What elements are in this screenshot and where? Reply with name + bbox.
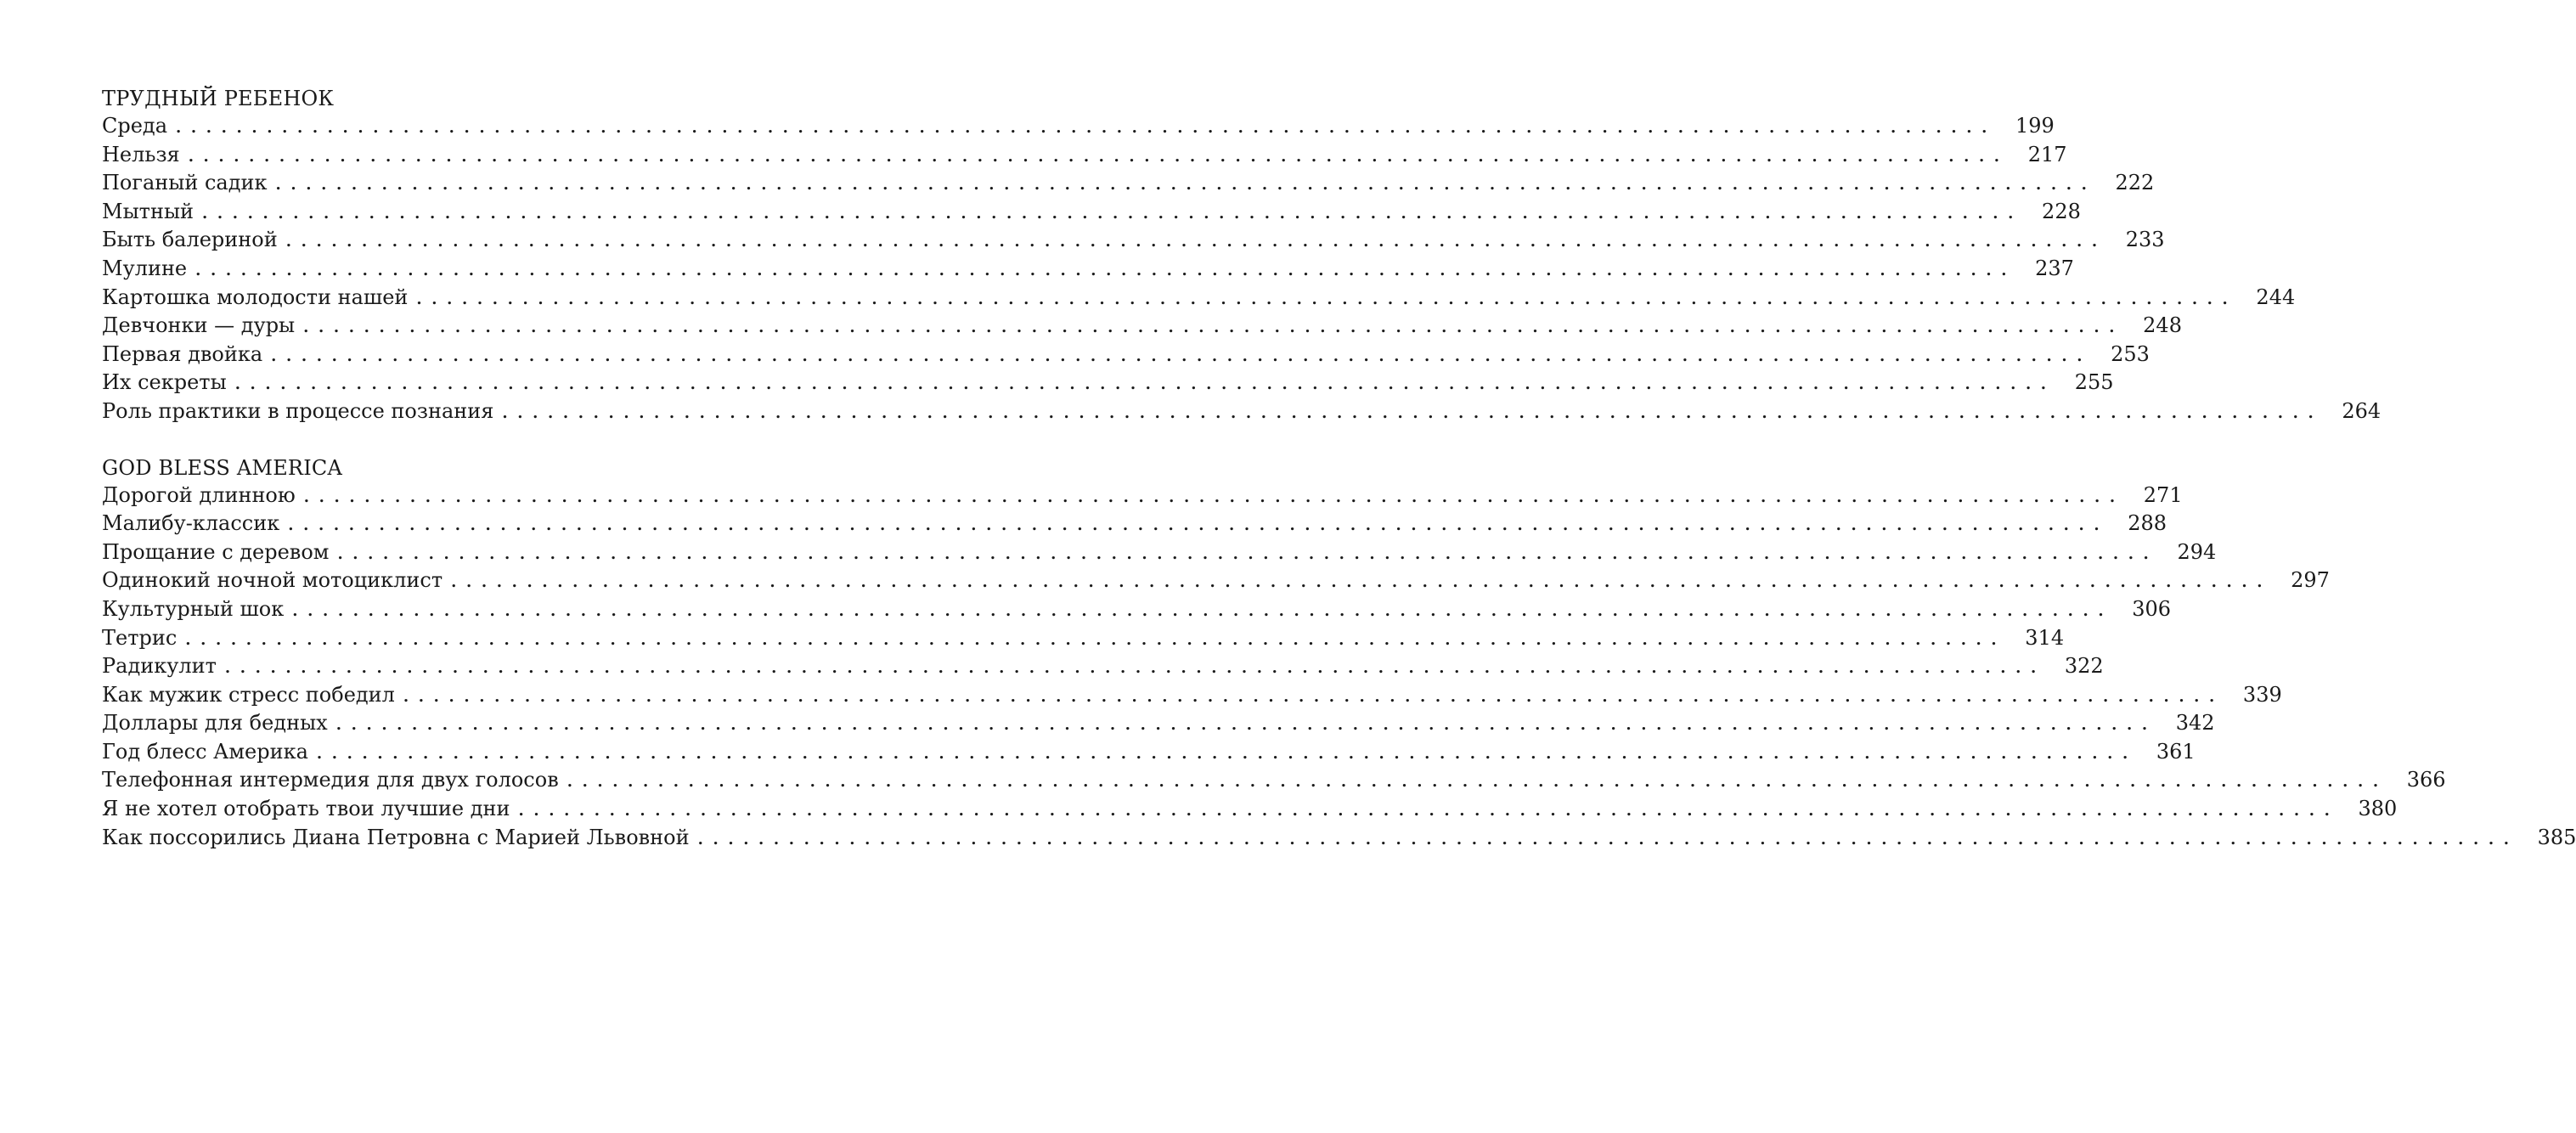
table-of-contents	[102, 85, 2576, 852]
toc-entry-page: 342	[2175, 711, 2215, 736]
toc-entry	[102, 738, 2196, 767]
dot-leader: ........................................................................................................................	[224, 659, 2046, 678]
toc-entry	[102, 538, 2217, 567]
toc-entry-page: 228	[2042, 199, 2081, 223]
toc-entry-title: Первая двойка	[102, 341, 263, 366]
toc-entry-page: 253	[2111, 341, 2150, 366]
toc-entry-page: 297	[2291, 568, 2330, 593]
toc-entry	[102, 141, 2067, 170]
dot-leader: ........................................................................................................................	[697, 830, 2519, 848]
dot-leader: ........................................................................................................................	[292, 601, 2114, 620]
toc-entry	[102, 595, 2172, 624]
dot-leader: ........................................................................................................................	[176, 119, 1998, 137]
toc-entry	[102, 284, 2296, 313]
toc-entry	[102, 652, 2104, 681]
toc-entry-title: Мулине	[102, 256, 188, 280]
dot-leader: ........................................................................................................................	[566, 773, 2388, 792]
dot-leader: ........................................................................................................................	[195, 261, 2017, 279]
toc-entry-title: Поганый садик	[102, 171, 268, 195]
toc-entry-title: Год блесс Америка	[102, 739, 308, 764]
toc-entry-page: 271	[2143, 482, 2183, 507]
dot-leader: ........................................................................................................................	[416, 290, 2238, 308]
toc-entry-title: Как поссорились Диана Петровна с Марией Львовной	[102, 825, 690, 849]
dot-leader: ........................................................................................................................	[451, 573, 2273, 592]
toc-entry-title: Среда	[102, 114, 168, 138]
toc-entry-title: Роль практики в процессе познания	[102, 398, 494, 423]
toc-entry-title: Радикулит	[102, 654, 217, 679]
toc-entry	[102, 766, 2446, 795]
toc-entry-title: Телефонная интермедия для двух голосов	[102, 768, 559, 792]
dot-leader: ........................................................................................................................	[288, 516, 2110, 535]
toc-entry	[102, 369, 2114, 397]
toc-entry-title: Их секреты	[102, 370, 227, 395]
toc-entry-page: 233	[2125, 228, 2165, 252]
dot-leader: ........................................................................................................................	[202, 204, 2024, 223]
dot-leader: ........................................................................................................................	[271, 347, 2093, 365]
toc-entry-page: 217	[2027, 142, 2067, 166]
toc-entry-page: 361	[2156, 739, 2196, 764]
toc-entry-page: 314	[2025, 625, 2065, 650]
toc-entry	[102, 198, 2081, 227]
dot-leader: ........................................................................................................................	[285, 233, 2107, 251]
toc-entry-page: 199	[2015, 114, 2055, 138]
toc-section	[102, 85, 2382, 426]
toc-entry-title: Прощание с деревом	[102, 539, 330, 564]
toc-entry	[102, 482, 2183, 510]
toc-entry-page: 380	[2358, 797, 2398, 821]
toc-entry-page: 294	[2177, 539, 2217, 564]
toc-entry-page: 288	[2128, 511, 2167, 536]
toc-entry-title: Девчонки — дуры	[102, 313, 296, 338]
toc-entry-page: 306	[2132, 596, 2172, 621]
toc-entry-page: 264	[2342, 398, 2382, 423]
toc-entry-page: 366	[2406, 768, 2446, 792]
toc-entry-page: 322	[2064, 654, 2104, 679]
toc-entry-title: Малибу-классик	[102, 511, 280, 536]
toc-entry-page: 222	[2115, 171, 2155, 195]
section-title: ТРУДНЫЙ РЕБЕНОК	[102, 87, 335, 110]
toc-entry-page: 255	[2074, 370, 2114, 395]
toc-entry	[102, 709, 2215, 738]
dot-leader: ........................................................................................................................	[502, 403, 2324, 422]
toc-entry	[102, 312, 2182, 341]
toc-entry-title: Доллары для бедных	[102, 711, 328, 736]
toc-entry	[102, 226, 2165, 255]
toc-entry-title: Дорогой длинною	[102, 482, 296, 507]
dot-leader: ........................................................................................................................	[335, 716, 2157, 735]
toc-entry-title: Культурный шок	[102, 596, 285, 621]
toc-entry	[102, 566, 2330, 595]
toc-entry-page: 339	[2242, 682, 2282, 707]
toc-entry	[102, 510, 2167, 538]
toc-entry-title: Картошка молодости нашей	[102, 285, 409, 309]
toc-entry-title: Одинокий ночной мотоциклист	[102, 568, 443, 593]
dot-leader: ........................................................................................................................	[403, 687, 2224, 706]
toc-entry	[102, 169, 2155, 198]
section-title: GOD BLESS AMERICA	[102, 455, 342, 480]
toc-entry-title: Быть балериной	[102, 228, 278, 252]
dot-leader: ........................................................................................................................	[316, 744, 2138, 763]
dot-leader: ........................................................................................................................	[234, 375, 2056, 394]
dot-leader: ........................................................................................................................	[303, 318, 2125, 337]
toc-entry-page: 385	[2537, 825, 2576, 849]
toc-entry-title: Как мужик стресс победил	[102, 682, 395, 707]
toc-entry	[102, 795, 2398, 824]
dot-leader: ........................................................................................................................	[518, 802, 2340, 820]
toc-entry	[102, 341, 2150, 369]
dot-leader: ........................................................................................................................	[275, 176, 2097, 194]
toc-entry-title: Нельзя	[102, 142, 180, 166]
toc-entry-title: Я не хотел отобрать твои лучшие дни	[102, 797, 510, 821]
toc-entry	[102, 681, 2282, 710]
toc-entry	[102, 255, 2074, 284]
toc-entry	[102, 624, 2065, 653]
toc-entry-page: 248	[2143, 313, 2182, 338]
toc-entry-title: Мытный	[102, 199, 194, 223]
toc-entry-page: 244	[2256, 285, 2296, 309]
dot-leader: ........................................................................................................................	[337, 544, 2159, 563]
toc-section	[102, 454, 2576, 853]
toc-entry-page: 237	[2035, 256, 2074, 280]
dot-leader: ........................................................................................................................	[188, 147, 2010, 166]
toc-entry	[102, 824, 2576, 853]
dot-leader: ........................................................................................................................	[185, 630, 2007, 649]
dot-leader: ........................................................................................................................	[303, 488, 2125, 506]
toc-entry-title: Тетрис	[102, 625, 178, 650]
toc-entry	[102, 112, 2055, 141]
toc-entry	[102, 397, 2382, 426]
